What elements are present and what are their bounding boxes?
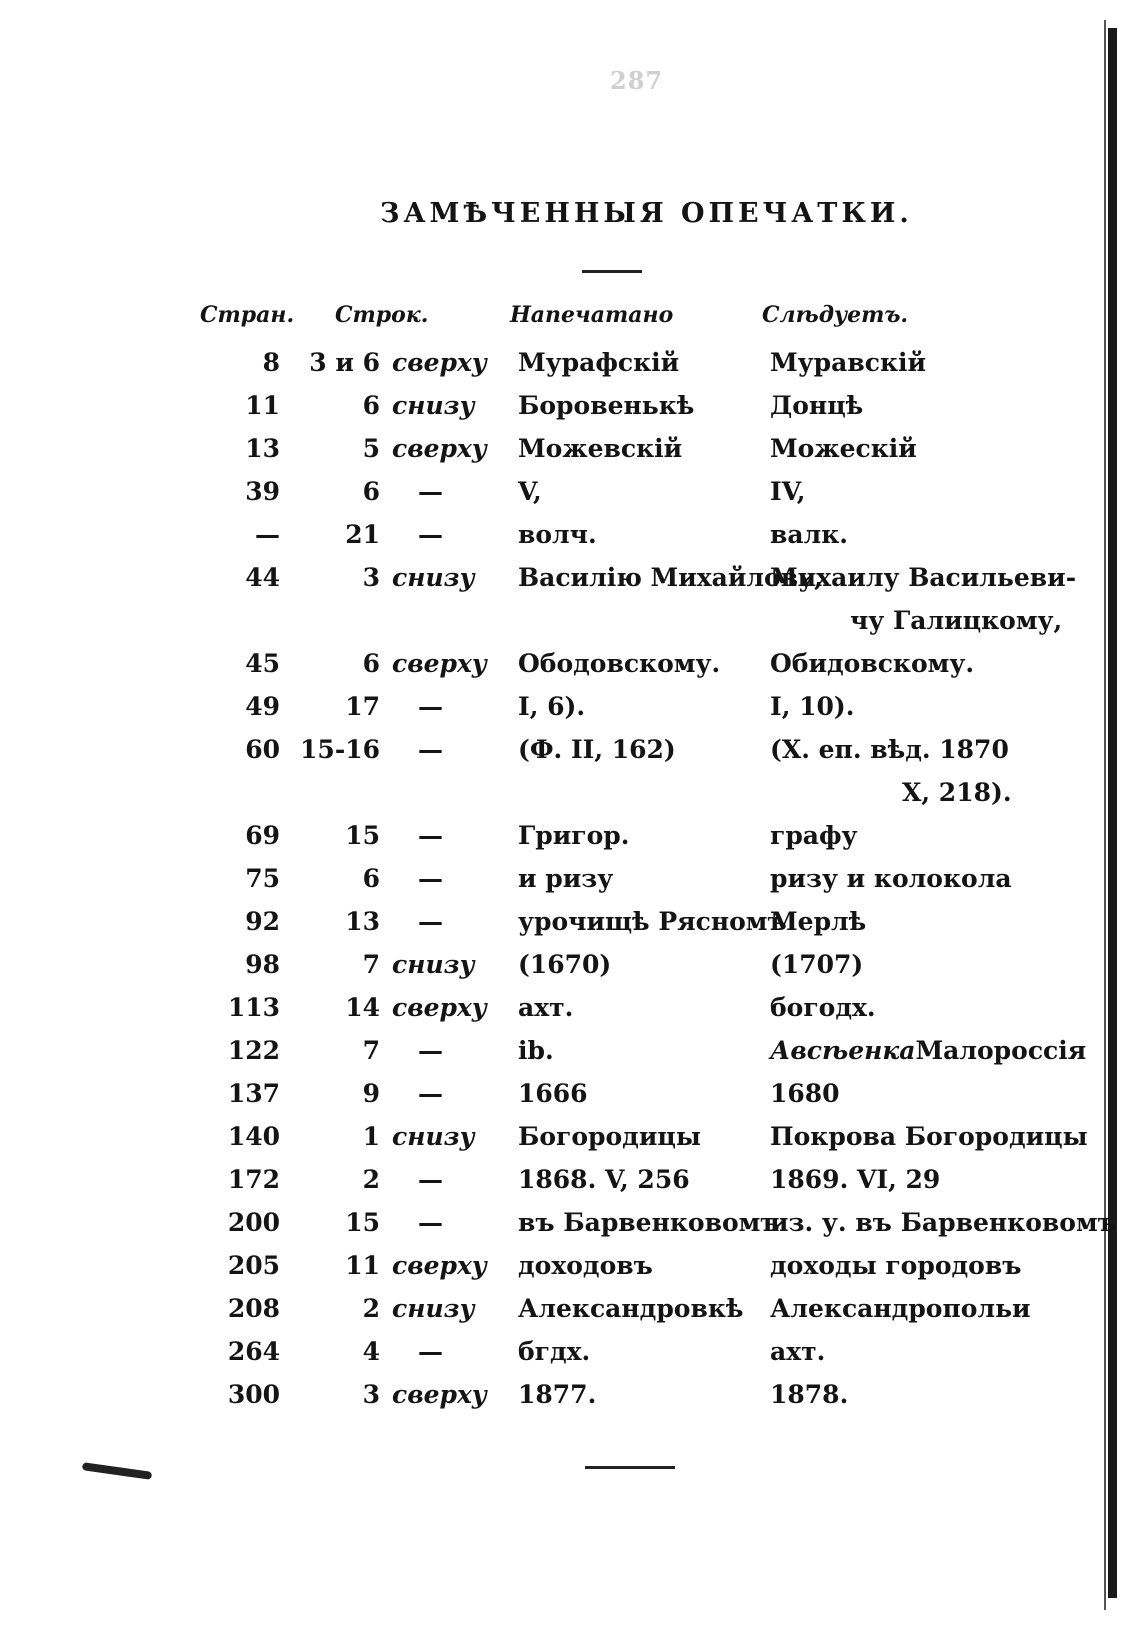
cell-line: 3 и 6 (309, 348, 380, 377)
cell-position: — (418, 1208, 443, 1237)
cell-correct-text: 1680 (770, 1079, 840, 1108)
cell-printed: 1868. V, 256 (518, 1165, 690, 1194)
cell-position: снизу (392, 950, 475, 979)
table-row (0, 348, 1140, 388)
cell-page: 60 (245, 735, 280, 764)
cell-position: — (418, 907, 443, 936)
cell-line: 14 (345, 993, 380, 1022)
cell-correct (770, 434, 917, 463)
cell-page: 98 (245, 950, 280, 979)
cell-page: 172 (227, 1165, 280, 1194)
cell-line: 15 (345, 1208, 380, 1237)
table-row (0, 606, 1140, 646)
cell-printed: V, (518, 477, 542, 506)
cell-position: — (418, 692, 443, 721)
cell-correct-text: Обидовскому. (770, 649, 975, 678)
cell-page: 264 (227, 1337, 280, 1366)
cell-line: 5 (362, 434, 380, 463)
table-row (0, 821, 1140, 861)
cell-line: 1 (362, 1122, 380, 1151)
cell-line: 6 (362, 477, 380, 506)
cell-page: 13 (245, 434, 280, 463)
cell-printed: урочищѣ Рясномъ (518, 907, 787, 936)
cell-position: сверху (392, 1251, 487, 1280)
cell-correct (770, 391, 863, 420)
cell-printed: 1877. (518, 1380, 597, 1409)
table-row (0, 563, 1140, 603)
cell-page: 39 (245, 477, 280, 506)
header-page: Стран. (200, 302, 295, 328)
cell-line: 21 (345, 520, 380, 549)
cell-line: 9 (362, 1079, 380, 1108)
cell-correct (770, 477, 805, 506)
cell-correct (770, 692, 854, 721)
cell-correct-text: из. у. въ Барвенковомъ (770, 1208, 1117, 1237)
cell-correct-text: валк. (770, 520, 848, 549)
cell-page: 200 (227, 1208, 280, 1237)
cell-correct (770, 1380, 848, 1409)
cell-correct (770, 1122, 1088, 1151)
table-row (0, 692, 1140, 732)
cell-printed: ахт. (518, 993, 574, 1022)
cell-correct-text: Муравскій (770, 348, 927, 377)
cell-line: 4 (362, 1337, 380, 1366)
table-row (0, 434, 1140, 474)
table-row (0, 778, 1140, 818)
cell-line: 6 (362, 391, 380, 420)
cell-line: 2 (362, 1165, 380, 1194)
cell-page: 140 (227, 1122, 280, 1151)
cell-page: 208 (227, 1294, 280, 1323)
table-row (0, 1079, 1140, 1119)
column-headers (0, 302, 1140, 342)
cell-printed: Василію Михайлову, (518, 563, 823, 592)
cell-line: 15-16 (300, 735, 380, 764)
cell-correct-text: Донцѣ (770, 391, 864, 420)
cell-correct-text: X, 218). (902, 778, 1012, 807)
table-row (0, 1208, 1140, 1248)
cell-position: — (418, 1165, 443, 1194)
cell-printed: бгдх. (518, 1337, 591, 1366)
cell-line: 2 (362, 1294, 380, 1323)
cell-line: 6 (362, 864, 380, 893)
cell-position: — (418, 1079, 443, 1108)
cell-line: 7 (362, 950, 380, 979)
cell-correct (770, 348, 926, 377)
cell-correct-text: Михаилу Васильеви- (770, 563, 1077, 592)
cell-correct (770, 993, 876, 1022)
cell-printed: доходовъ (518, 1251, 653, 1280)
page-title: ЗАМѢЧЕННЫЯ ОПЕЧАТКИ. (380, 198, 913, 229)
cell-position: — (418, 520, 443, 549)
cell-position: снизу (392, 563, 475, 592)
cell-printed: (Ф. II, 162) (518, 735, 676, 764)
cell-line: 13 (345, 907, 380, 936)
cell-correct (770, 1165, 940, 1194)
cell-correct-text: Можескій (770, 434, 917, 463)
cell-printed: и ризу (518, 864, 614, 893)
cell-position: сверху (392, 649, 487, 678)
cell-page: 113 (227, 993, 280, 1022)
cell-correct (770, 1337, 825, 1366)
table-row (0, 950, 1140, 990)
cell-line: 6 (362, 649, 380, 678)
table-row (0, 1122, 1140, 1162)
cell-correct-italic: Авсѣенка (770, 1036, 916, 1065)
cell-position: снизу (392, 1294, 475, 1323)
cell-printed: Боровенькѣ (518, 391, 695, 420)
cell-position: — (418, 1036, 443, 1065)
ink-smudge (82, 1462, 152, 1480)
table-row (0, 520, 1140, 560)
cell-position: — (418, 821, 443, 850)
cell-correct-text: Малороссія (915, 1036, 1087, 1065)
cell-printed: Мурафскій (518, 348, 680, 377)
cell-correct-text: 1869. VI, 29 (770, 1165, 941, 1194)
table-row (0, 477, 1140, 517)
cell-line: 17 (345, 692, 380, 721)
cell-correct (770, 520, 848, 549)
cell-correct-text: доходы городовъ (770, 1251, 1022, 1280)
cell-line: 11 (345, 1251, 380, 1280)
cell-correct (770, 735, 1009, 764)
cell-printed: въ Барвенковомъ (518, 1208, 780, 1237)
cell-correct-text: Покрова Богородицы (770, 1122, 1088, 1151)
cell-page: 8 (262, 348, 280, 377)
cell-position: сверху (392, 993, 487, 1022)
cell-correct (850, 606, 1062, 635)
cell-line: 7 (362, 1036, 380, 1065)
cell-page: 11 (245, 391, 280, 420)
cell-printed: Можевскій (518, 434, 683, 463)
cell-position: сверху (392, 434, 487, 463)
cell-page: 92 (245, 907, 280, 936)
cell-page: 137 (227, 1079, 280, 1108)
cell-correct (770, 1294, 1031, 1323)
cell-page: 75 (245, 864, 280, 893)
cell-position: — (418, 864, 443, 893)
cell-page: 300 (227, 1380, 280, 1409)
cell-correct (770, 907, 866, 936)
cell-position: снизу (392, 391, 475, 420)
table-row (0, 1251, 1140, 1291)
header-correct: Слѣдуетъ. (762, 302, 909, 328)
cell-printed: Григор. (518, 821, 630, 850)
cell-printed: 1666 (518, 1079, 588, 1108)
page-number: 287 (610, 66, 664, 95)
cell-printed: Александровкѣ (518, 1294, 744, 1323)
cell-printed: ib. (518, 1036, 554, 1065)
cell-page: — (255, 520, 280, 549)
table-row (0, 1380, 1140, 1420)
cell-correct (770, 1079, 840, 1108)
cell-printed: волч. (518, 520, 597, 549)
cell-correct-text: (1707) (770, 950, 864, 979)
cell-correct (770, 1036, 1086, 1065)
cell-correct-text: графу (770, 821, 858, 850)
table-row (0, 864, 1140, 904)
table-row (0, 1294, 1140, 1334)
table-row (0, 1036, 1140, 1076)
cell-printed: I, 6). (518, 692, 586, 721)
table-row (0, 735, 1140, 775)
cell-position: — (418, 1337, 443, 1366)
cell-position: сверху (392, 348, 487, 377)
cell-page: 45 (245, 649, 280, 678)
cell-correct-text: 1878. (770, 1380, 849, 1409)
cell-correct (770, 649, 974, 678)
table-row (0, 907, 1140, 947)
cell-correct (902, 778, 1012, 807)
cell-correct-text: IV, (770, 477, 806, 506)
bottom-divider (585, 1466, 675, 1469)
cell-correct-text: Александропольи (770, 1294, 1031, 1323)
cell-correct-text: богодх. (770, 993, 876, 1022)
title-divider (582, 270, 642, 273)
cell-correct-text: (Х. еп. вѣд. 1870 (770, 735, 1009, 764)
cell-correct (770, 950, 863, 979)
cell-page: 205 (227, 1251, 280, 1280)
cell-page: 44 (245, 563, 280, 592)
cell-printed: (1670) (518, 950, 612, 979)
cell-line: 3 (362, 563, 380, 592)
table-row (0, 993, 1140, 1033)
header-printed: Напечатано (510, 302, 674, 328)
cell-correct-text: Мерлѣ (770, 907, 867, 936)
cell-correct (770, 864, 1012, 893)
cell-page: 69 (245, 821, 280, 850)
cell-page: 122 (227, 1036, 280, 1065)
cell-correct-text: I, 10). (770, 692, 855, 721)
table-row (0, 649, 1140, 689)
header-line: Строк. (335, 302, 429, 328)
cell-correct-text: ризу и колокола (770, 864, 1012, 893)
cell-correct-text: чу Галицкому, (850, 606, 1063, 635)
cell-position: — (418, 735, 443, 764)
table-row (0, 1337, 1140, 1377)
table-row (0, 1165, 1140, 1205)
cell-printed: Ободовскому. (518, 649, 721, 678)
cell-correct (770, 1251, 1021, 1280)
cell-printed: Богородицы (518, 1122, 701, 1151)
table-row (0, 391, 1140, 431)
cell-position: сверху (392, 1380, 487, 1409)
cell-correct (770, 1208, 1117, 1237)
cell-correct (770, 821, 858, 850)
cell-position: — (418, 477, 443, 506)
cell-position: снизу (392, 1122, 475, 1151)
cell-line: 15 (345, 821, 380, 850)
cell-line: 3 (362, 1380, 380, 1409)
cell-page: 49 (245, 692, 280, 721)
cell-correct-text: ахт. (770, 1337, 826, 1366)
cell-correct (770, 563, 1076, 592)
